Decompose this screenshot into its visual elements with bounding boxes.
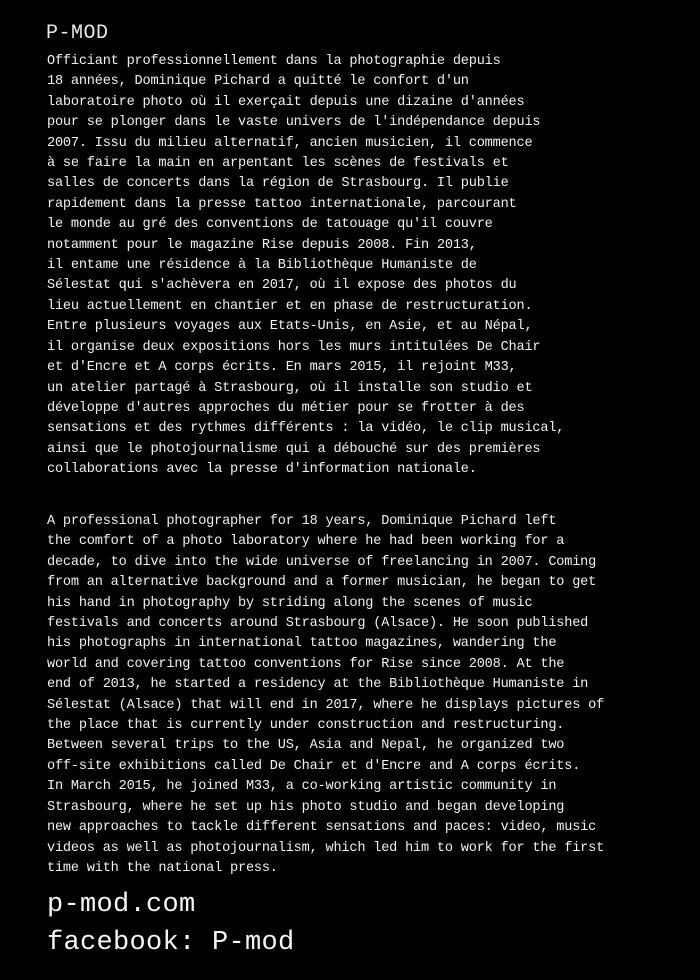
bio-en-line: Strasbourg, where he set up his photo studio and began developing — [47, 799, 565, 815]
bio-fr-line: et d'Encre et A corps écrits. En mars 2015, il rejoint M33, — [47, 360, 517, 376]
facebook-link[interactable]: facebook: P-mod — [47, 928, 295, 958]
bio-fr-line: lieu actuellement en chantier et en phase de restructuration. — [47, 298, 533, 314]
bio-fr-line: Entre plusieurs voyages aux Etats-Unis, en Asie, et au Népal, — [47, 319, 533, 335]
bio-fr-line: le monde au gré des conventions de tatouage qu'il couvre — [47, 217, 493, 233]
bio-fr-line: notamment pour le magazine Rise depuis 2008. Fin 2013, — [47, 237, 477, 253]
bio-en-line: In March 2015, he joined M33, a co-working artistic community in — [47, 779, 557, 795]
bio-en-line: videos as well as photojournalism, which led him to work for the first — [47, 840, 605, 856]
bio-fr-line: 2007. Issu du milieu alternatif, ancien musicien, il commence — [47, 135, 533, 151]
bio-fr-line: 18 années, Dominique Pichard a quitté le confort d'un — [47, 74, 469, 90]
bio-fr-line: collaborations avec la presse d'information nationale. — [47, 462, 477, 478]
bio-fr-line: pour se plonger dans le vaste univers de l'indépendance depuis — [47, 115, 541, 131]
bio-en-line: time with the national press. — [47, 860, 278, 876]
bio-en-line: off-site exhibitions called De Chair et d'Encre and A corps écrits. — [47, 758, 581, 774]
bio-fr-line: sensations et des rythmes différents : la vidéo, le clip musical, — [47, 421, 565, 437]
page-title: P-MOD — [46, 22, 109, 45]
bio-fr-line: un atelier partagé à Strasbourg, où il installe son studio et — [47, 380, 533, 396]
bio-fr-line: laboratoire photo où il exerçait depuis une dizaine d'années — [47, 94, 525, 110]
bio-fr-line: ainsi que le photojournalisme qui a débouché sur des premières — [47, 441, 541, 457]
bio-en-line: from an alternative background and a former musician, he began to get — [47, 575, 597, 591]
bio-en-line: end of 2013, he started a residency at the Bibliothèque Humaniste in — [47, 677, 589, 693]
bio-en-line: new approaches to tackle different sensations and paces: video, music — [47, 820, 597, 836]
bio-fr-line: il entame une résidence à la Bibliothèque Humaniste de — [47, 258, 477, 274]
bio-en-line: the place that is currently under construction and restructuring. — [47, 718, 565, 734]
bio-en-line: Between several trips to the US, Asia and Nepal, he organized two — [47, 738, 565, 754]
bio-fr-line: Sélestat qui s'achèvera en 2017, où il expose des photos du — [47, 278, 517, 294]
bio-fr-line: à se faire la main en arpentant les scènes de festivals et — [47, 156, 509, 172]
bio-fr-line: il organise deux expositions hors les murs intitulées De Chair — [47, 339, 541, 355]
bio-en-line: world and covering tattoo conventions for Rise since 2008. At the — [47, 656, 565, 672]
bio-en-line: his hand in photography by striding along the scenes of music — [47, 595, 533, 611]
contact-links — [47, 886, 295, 962]
website-link[interactable]: p-mod.com — [47, 890, 196, 920]
bio-en-line: festivals and concerts around Strasbourg (Alsace). He soon published — [47, 616, 589, 632]
bio-en-line: Sélestat (Alsace) that will end in 2017, where he displays pictures of — [47, 697, 605, 713]
bio-en-line: his photographs in international tattoo magazines, wandering the — [47, 636, 557, 652]
bio-fr-line: Officiant professionnellement dans la photographie depuis — [47, 54, 501, 69]
bio-fr-line: rapidement dans la presse tattoo internationale, parcourant — [47, 196, 517, 212]
bio-french-paragraph — [47, 52, 564, 481]
bio-fr-line: développe d'autres approches du métier pour se frotter à des — [47, 400, 525, 416]
bio-en-line: the comfort of a photo laboratory where he had been working for a — [47, 534, 565, 550]
bio-en-line: A professional photographer for 18 years, Dominique Pichard left — [47, 514, 557, 529]
bio-en-line: decade, to dive into the wide universe of freelancing in 2007. Coming — [47, 554, 597, 570]
bio-fr-line: salles de concerts dans la région de Strasbourg. Il publie — [47, 176, 509, 192]
bio-english-paragraph — [47, 512, 604, 879]
